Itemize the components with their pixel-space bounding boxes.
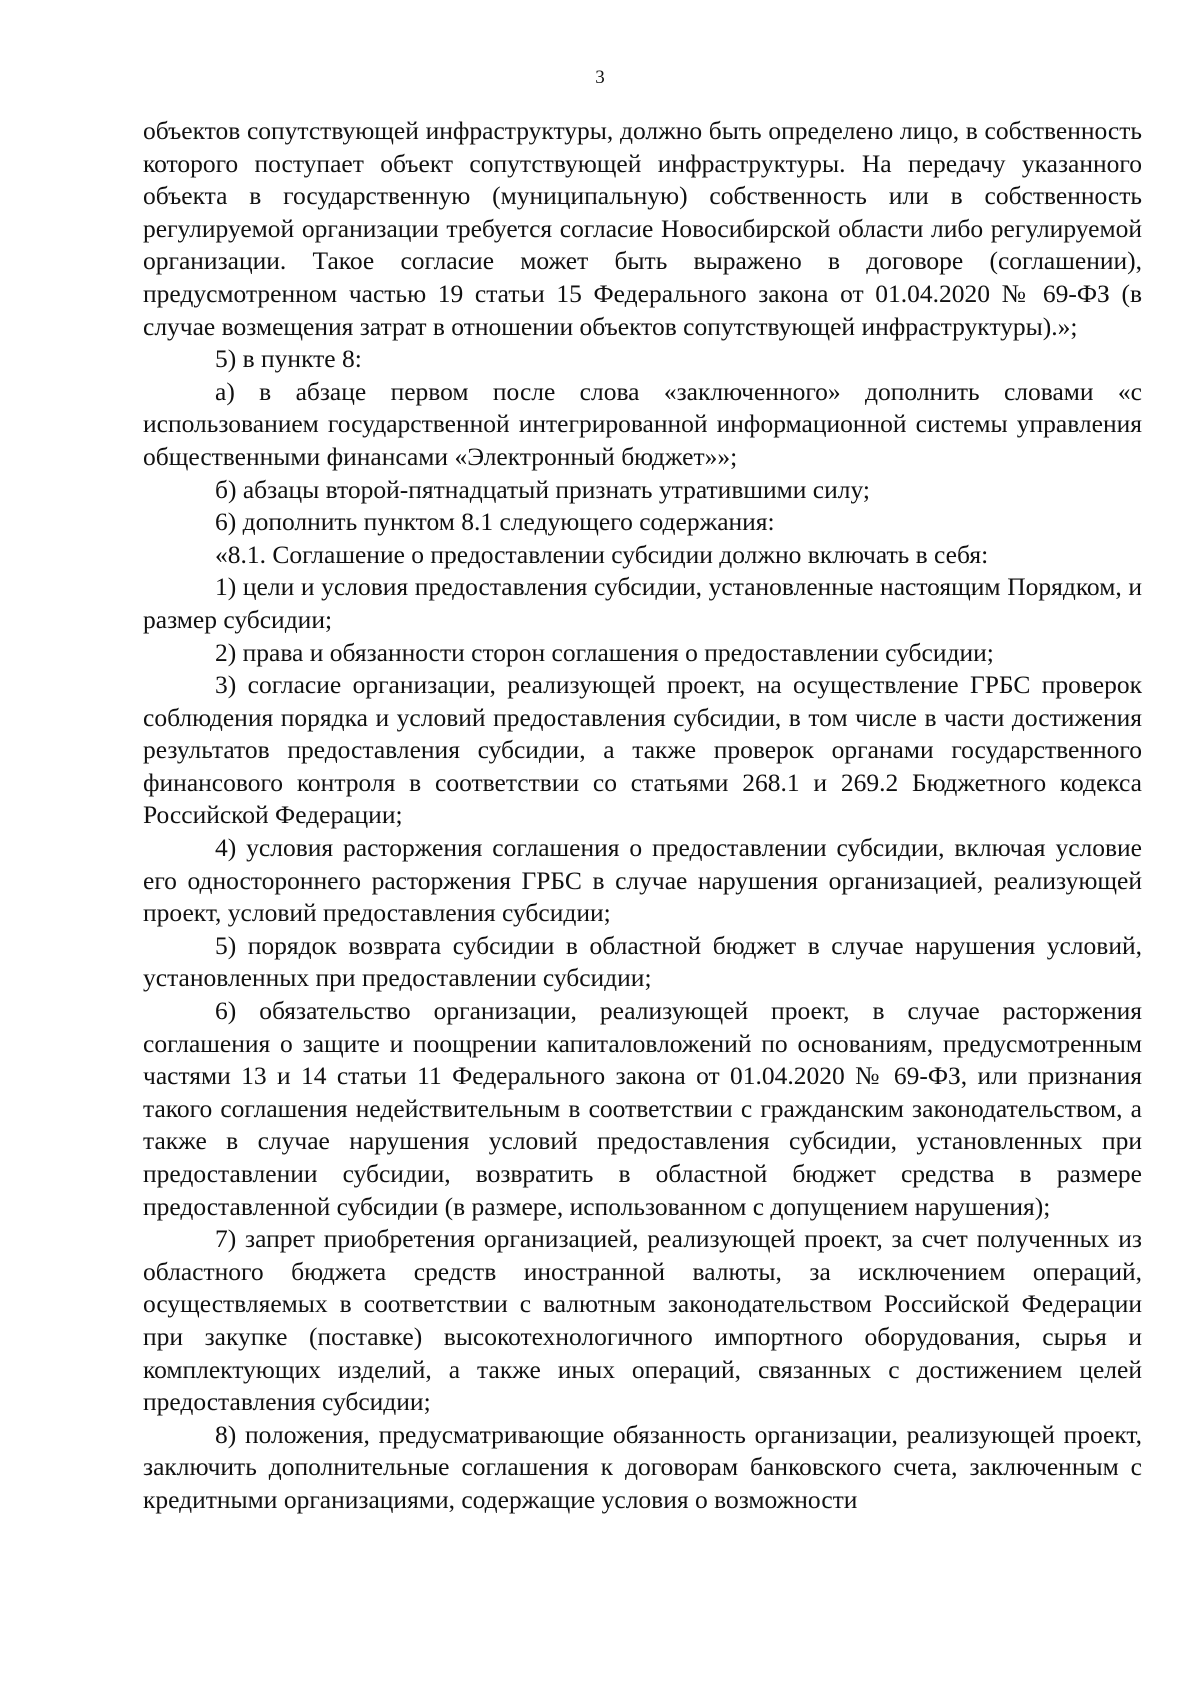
paragraph-subitem-a: а) в абзаце первом после слова «заключенного» дополнить словами «с использованием государственной интегрированной информационной системы управления общественными финансами «Электронный бюджет»»; [143,376,1142,471]
list-item-3: 3) согласие организации, реализующей проект, на осуществление ГРБС проверок соблюдения порядка и условий предоставления субсидии, в том числе в части достижения результатов предоставления субсидии, а также проверок органами государственного финансового контроля в соответствии со статьями 268.1 и 269.2 Бюджетного кодекса Российской Федерации; [143,670,1142,830]
paragraph-clause-8-1: «8.1. Соглашение о предоставлении субсидии должно включать в себя: [215,539,989,569]
paragraph-continuation: объектов сопутствующей инфраструктуры, должно быть определено лицо, в собственность которого поступает объект сопутствующей инфраструктуры. На передачу указанного объекта в государственную (муниципальную) собственность или в собственность регулируемой организации требуется согласие Новосибирской области либо регулируемой организации. Такое согласие может быть выражено в договоре (соглашении), предусмотренном частью 19 статьи 15 Федерального закона от 01.04.2020 № 69-ФЗ (в случае возмещения затрат в отношении объектов сопутствующей инфраструктуры).»; [143,116,1142,341]
list-item-6: 6) обязательство организации, реализующей проект, в случае расторжения соглашения о защите и поощрении капиталовложений по основаниям, предусмотренным частями 13 и 14 статьи 11 Федерального закона от 01.04.2020 № 69-ФЗ, или признания такого соглашения недействительным в соответствии с гражданским законодательством, а также в случае нарушения условий предоставления субсидии, установленных при предоставлении субсидии, возвратить в областной бюджет средства в размере предоставленной субсидии (в размере, использованном с допущением нарушения); [143,996,1142,1221]
page-number: 3 [595,67,605,88]
list-item-7: 7) запрет приобретения организацией, реализующей проект, за счет полученных из областного бюджета средств иностранной валюты, за исключением операций, осуществляемых в соответствии с валютным законодательством Российской Федерации при закупке (поставке) высокотехнологичного импортного оборудования, сырья и комплектующих изделий, а также иных операций, связанных с достижением целей предоставления субсидии; [143,1224,1142,1417]
list-item-1: 1) цели и условия предоставления субсидии, установленные настоящим Порядком, и размер субсидии; [143,572,1142,634]
list-item-8: 8) положения, предусматривающие обязанность организации, реализующей проект, заключить дополнительные соглашения к договорам банковского счета, заключенным с кредитными организациями, содержащие условия о возможности [143,1419,1142,1514]
document-body [143,115,1142,1517]
list-item-4: 4) условия расторжения соглашения о предоставлении субсидии, включая условие его одностороннего расторжения ГРБС в случае нарушения организацией, реализующей проект, условий предоставления субсидии; [143,833,1142,928]
paragraph-item-5: 5) в пункте 8: [215,344,362,374]
paragraph-subitem-b: б) абзацы второй-пятнадцатый признать утратившими силу; [215,474,870,504]
list-item-2: 2) права и обязанности сторон соглашения о предоставлении субсидии; [215,637,994,667]
list-item-5: 5) порядок возврата субсидии в областной бюджет в случае нарушения условий, установленных при предоставлении субсидии; [143,930,1142,993]
paragraph-item-6: 6) дополнить пунктом 8.1 следующего содержания: [215,507,775,537]
